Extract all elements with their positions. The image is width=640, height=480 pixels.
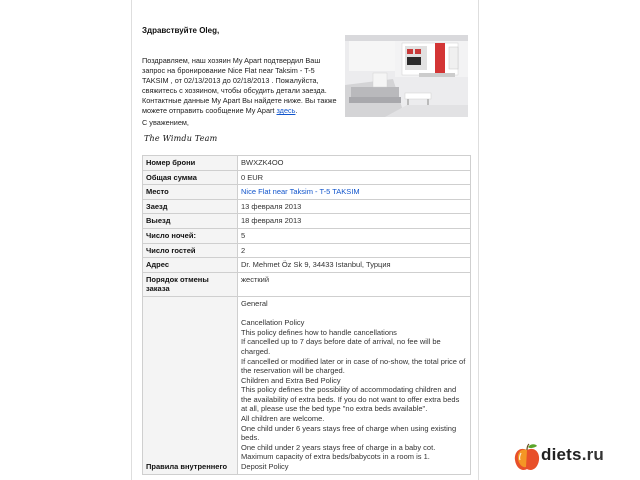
rules-line: If cancelled up to 7 days before date of arrival, no fee will be charged. bbox=[241, 337, 441, 356]
rules-line: Deposit Policy bbox=[241, 462, 289, 472]
rules-line: This policy defines how to handle cancellations bbox=[241, 327, 397, 337]
greeting: Здравствуйте Oleg, bbox=[142, 26, 220, 35]
booking-value bbox=[238, 185, 471, 200]
booking-label: Порядок отмены заказа bbox=[143, 272, 238, 296]
rules-line bbox=[241, 309, 467, 319]
message-host-link[interactable]: здесь bbox=[276, 106, 296, 115]
booking-label: Место bbox=[143, 185, 238, 200]
booking-value: Dr. Mehmet Öz Sk 9, 34433 Istanbul, Турция bbox=[238, 258, 471, 273]
booking-label: Номер брони bbox=[143, 156, 238, 171]
rules-line: Cancellation Policy bbox=[241, 318, 305, 328]
watermark-site: diets bbox=[541, 445, 582, 464]
watermark-text bbox=[541, 445, 604, 465]
booking-value: 2 bbox=[238, 243, 471, 258]
rules-line: Children and Extra Bed Policy bbox=[241, 375, 341, 385]
rules-line: One child under 6 years stays free of charge when using existing beds. bbox=[241, 423, 457, 443]
rules-line: General bbox=[241, 298, 268, 308]
intro-text: Поздравляем, наш хозяин My Apart подтвердил Ваш запрос на бронирование Nice Flat near Taksim - T-5 TAKSIM , от 02/13/2013 до 02/18/2013 . Пожалуйста, свяжитесь с хозяином, чтобы обсудить детали заезда. Контактные данные My Apart Вы найдете ниже. Вы также можете отправить сообщение My Apart bbox=[142, 56, 337, 115]
booking-table bbox=[142, 155, 471, 475]
booking-label: Число гостей bbox=[143, 243, 238, 258]
listing-link[interactable]: Nice Flat near Taksim - T-5 TAKSIM bbox=[241, 187, 360, 197]
rules-line: One child under 2 years stays free of charge in a baby cot. bbox=[241, 442, 436, 452]
booking-label: Общая сумма bbox=[143, 170, 238, 185]
intro-paragraph bbox=[142, 56, 340, 116]
booking-label: Заезд bbox=[143, 199, 238, 214]
booking-value: 18 февраля 2013 bbox=[238, 214, 471, 229]
table-row bbox=[143, 156, 471, 171]
intro-end: . bbox=[295, 106, 298, 115]
booking-value: жесткий bbox=[238, 272, 471, 296]
apple-icon bbox=[513, 443, 541, 473]
booking-value: BWXZK4OO bbox=[238, 156, 471, 171]
house-rules-value bbox=[238, 296, 471, 474]
rules-line: If cancelled or modified later or in case of no-show, the total price of the reservation will be charged. bbox=[241, 356, 466, 376]
diets-watermark bbox=[513, 442, 633, 474]
regards: С уважением, bbox=[142, 118, 189, 127]
booking-value: 0 EUR bbox=[238, 170, 471, 185]
booking-label: Число ночей: bbox=[143, 228, 238, 243]
apartment-photo bbox=[345, 35, 468, 117]
table-row bbox=[143, 170, 471, 185]
house-rules-row bbox=[143, 296, 471, 474]
table-row bbox=[143, 185, 471, 200]
table-row bbox=[143, 199, 471, 214]
rules-line: Maximum capacity of extra beds/babycots in a room is 1. bbox=[241, 452, 430, 462]
page-border-right bbox=[478, 0, 479, 480]
table-row bbox=[143, 228, 471, 243]
table-row bbox=[143, 243, 471, 258]
table-row bbox=[143, 258, 471, 273]
apartment-photo-image bbox=[345, 35, 468, 117]
watermark-tld: .ru bbox=[581, 445, 605, 464]
rules-line: This policy defines the possibility of accommodating children and the availability of extra beds. If you do not want to offer extra beds at all, please use the bed type "no extra beds available". bbox=[241, 385, 460, 414]
booking-rows bbox=[143, 156, 471, 475]
house-rules-label: Правила внутреннего bbox=[143, 296, 238, 474]
table-row bbox=[143, 214, 471, 229]
booking-value: 5 bbox=[238, 228, 471, 243]
booking-label: Адрес bbox=[143, 258, 238, 273]
table-row bbox=[143, 272, 471, 296]
rules-line: All children are welcome. bbox=[241, 414, 325, 424]
signature: The Wimdu Team bbox=[144, 134, 218, 143]
booking-label: Выезд bbox=[143, 214, 238, 229]
booking-value: 13 февраля 2013 bbox=[238, 199, 471, 214]
page-border-left bbox=[131, 0, 132, 480]
